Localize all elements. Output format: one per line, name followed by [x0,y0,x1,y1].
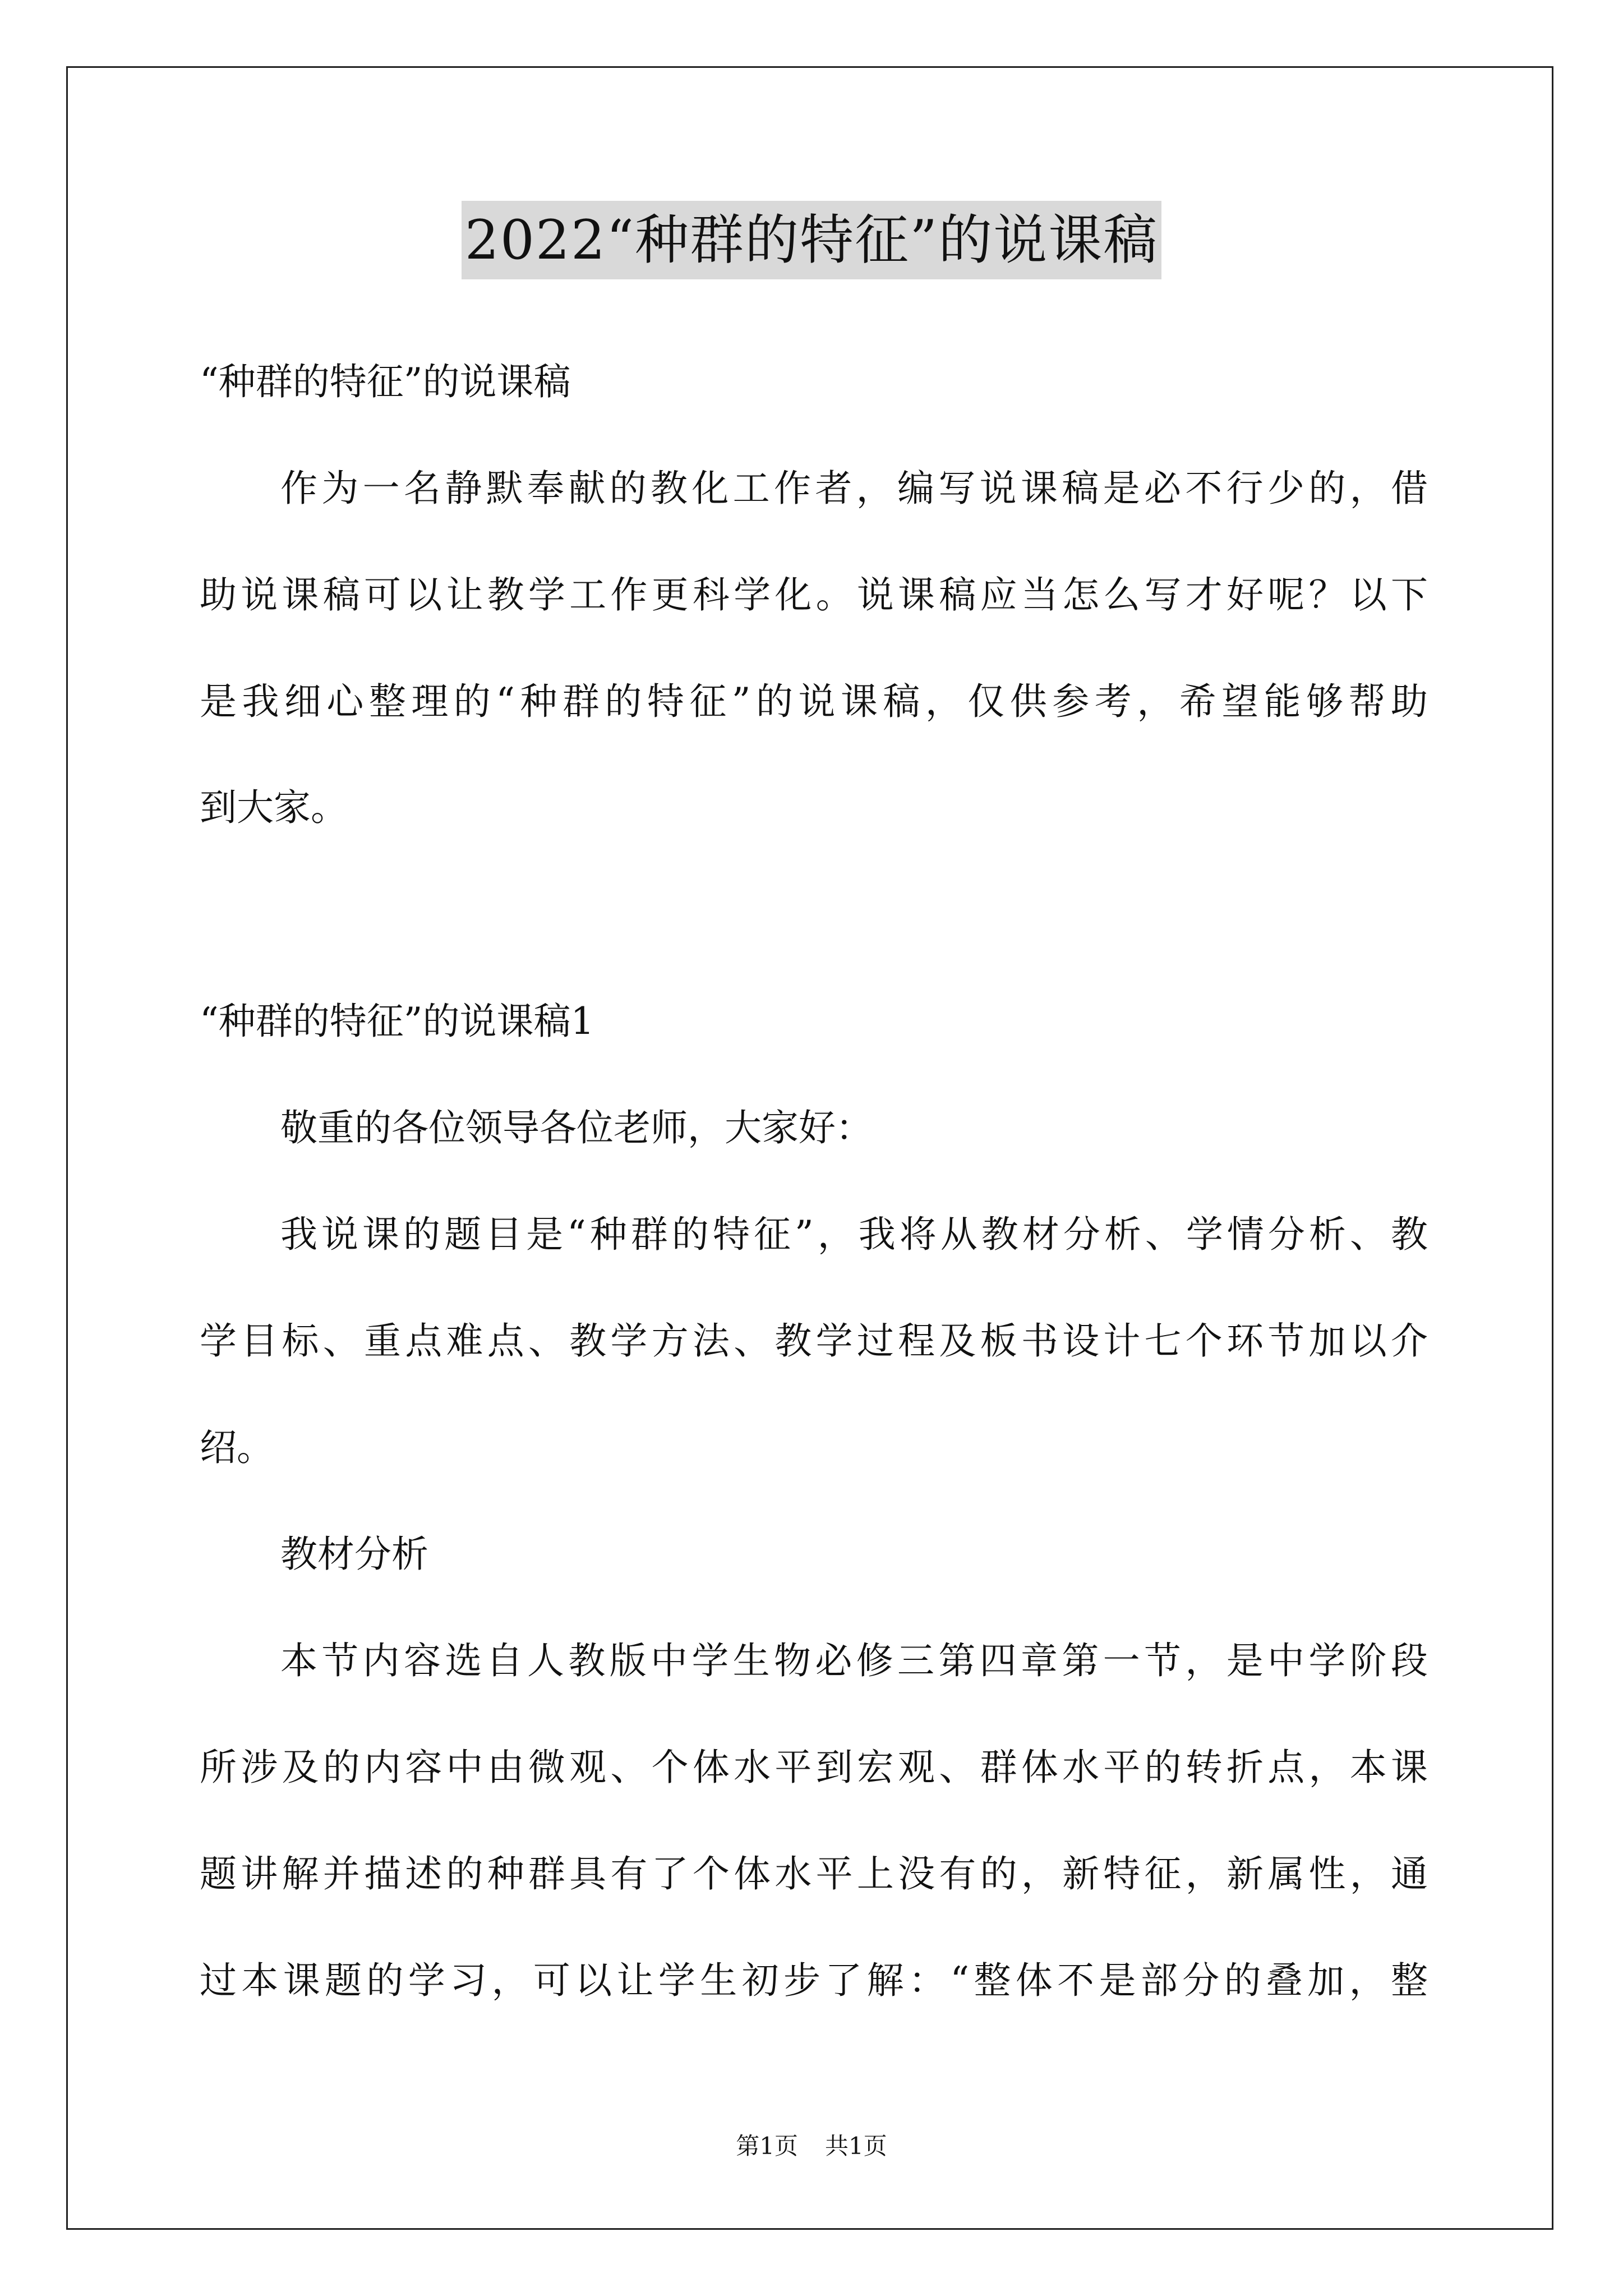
subsection-heading: 教材分析 [280,1533,428,1576]
page-total: 共1页 [825,2132,887,2160]
paragraph-line: 助说课稿可以让教学工作更科学化。说课稿应当怎么写才好呢？以下 [200,573,1428,616]
section-heading: “种群的特征”的说课稿 [200,360,571,403]
paragraph-line: 本节内容选自人教版中学生物必修三第四章第一节，是中学阶段 [280,1639,1428,1682]
paragraph-line: 我说课的题目是“种群的特征”，我将从教材分析、学情分析、教 [280,1213,1428,1256]
paragraph-line: 学目标、重点难点、教学方法、教学过程及板书设计七个环节加以介 [200,1319,1428,1363]
page-number: 第1页 [736,2132,798,2160]
document-title-text: 2022“种群的特征”的说课稿 [462,201,1161,279]
paragraph-line: 到大家。 [200,786,348,829]
document-title [0,201,1623,279]
paragraph-line: 绍。 [200,1426,274,1469]
page-footer [0,2129,1623,2163]
paragraph-line: 敬重的各位领导各位老师，大家好： [280,1106,873,1149]
paragraph-line: 作为一名静默奉献的教化工作者，编写说课稿是必不行少的，借 [280,467,1428,510]
paragraph-line: 所涉及的内容中由微观、个体水平到宏观、群体水平的转折点，本课 [200,1746,1428,1789]
section-heading: “种群的特征”的说课稿1 [200,1000,594,1043]
paragraph-line: 过本课题的学习，可以让学生初步了解：“整体不是部分的叠加，整 [200,1959,1428,2002]
paragraph-line: 题讲解并描述的种群具有了个体水平上没有的，新特征，新属性，通 [200,1852,1428,1895]
paragraph-line: 是我细心整理的“种群的特征”的说课稿，仅供参考，希望能够帮助 [200,680,1428,723]
